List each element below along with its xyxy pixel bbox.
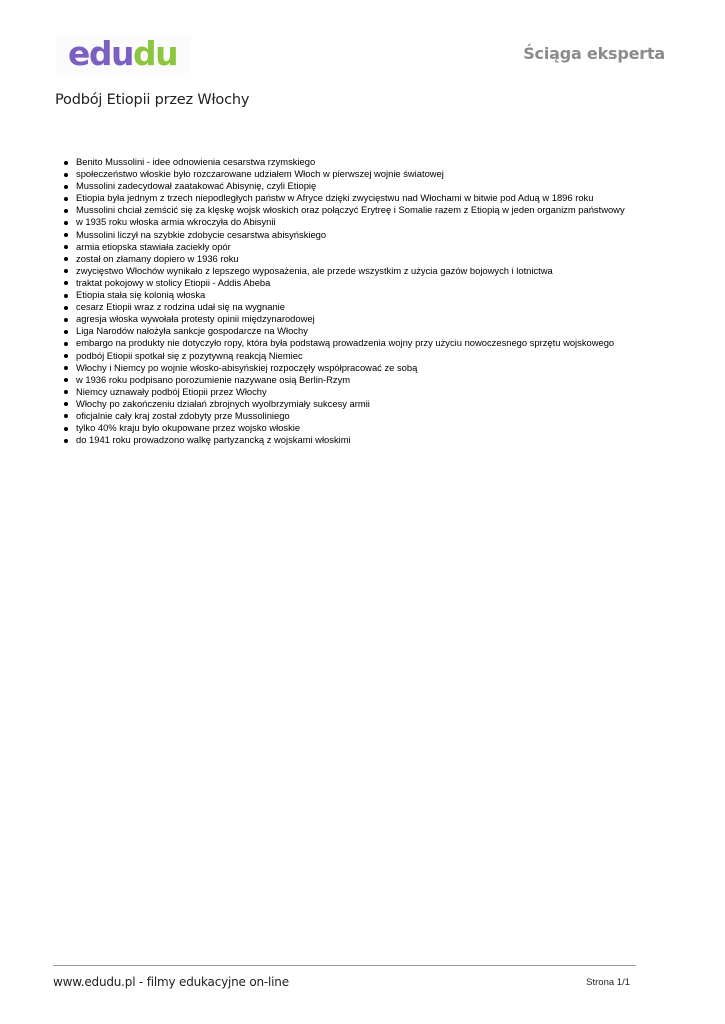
- page-number: Strona 1/1: [586, 977, 630, 988]
- list-item: tylko 40% kraju było okupowane przez wojsko włoskie: [62, 422, 662, 434]
- list-item: Liga Narodów nałożyła sankcje gospodarcze na Włochy: [62, 325, 662, 337]
- list-item: embargo na produkty nie dotyczyło ropy, która była podstawą prowadzenia wojny przy użyciu nowoczesnego sprzętu wojskowego: [62, 337, 662, 349]
- footer-divider: [53, 965, 636, 966]
- list-item: zwycięstwo Włochów wynikało z lepszego wyposażenia, ale przede wszystkim z użycia gazów bojowych i lotnictwa: [62, 265, 662, 277]
- list-item: traktat pokojowy w stolicy Etiopii - Addis Abeba: [62, 277, 662, 289]
- list-item: armia etiopska stawiała zaciekły opór: [62, 241, 662, 253]
- logo-wordmark: [68, 35, 177, 73]
- list-item: Niemcy uznawały podbój Etiopii przez Włochy: [62, 386, 662, 398]
- list-item: oficjalnie cały kraj został zdobyty prze Mussoliniego: [62, 410, 662, 422]
- document-title: Podbój Etiopii przez Włochy: [55, 92, 250, 108]
- list-item: Włochy po zakończeniu działań zbrojnych wyolbrzymiały sukcesy armii: [62, 398, 662, 410]
- list-item: agresja włoska wywołała protesty opinii międzynarodowej: [62, 313, 662, 325]
- list-item: Benito Mussolini - idee odnowienia cesarstwa rzymskiego: [62, 156, 662, 168]
- list-item: Mussolini zadecydował zaatakować Abisynię, czyli Etiopię: [62, 180, 662, 192]
- edudu-logo[interactable]: [56, 35, 191, 73]
- list-item: Włochy i Niemcy po wojnie włosko-abisyńskiej rozpoczęły współpracować ze sobą: [62, 362, 662, 374]
- footer-site-link[interactable]: www.edudu.pl - filmy edukacyjne on-line: [53, 975, 289, 989]
- list-item: został on złamany dopiero w 1936 roku: [62, 253, 662, 265]
- list-item: do 1941 roku prowadzono walkę partyzancką z wojskami włoskimi: [62, 434, 662, 446]
- header-label: Ściąga eksperta: [523, 44, 665, 63]
- logo-text-part1: edu: [68, 34, 133, 73]
- logo-text-part2: du: [133, 34, 178, 73]
- bullet-list: [62, 156, 662, 446]
- list-item: w 1936 roku podpisano porozumienie nazywane osią Berlin-Rzym: [62, 374, 662, 386]
- list-item: Etiopia stała się kolonią włoska: [62, 289, 662, 301]
- list-item: Mussolini liczył na szybkie zdobycie cesarstwa abisyńskiego: [62, 229, 662, 241]
- list-item: Mussolini chciał zemścić się za klęskę wojsk włoskich oraz połączyć Erytreę i Somalie razem z Etiopią w jeden organizm państwowy: [62, 204, 662, 216]
- list-item: społeczeństwo włoskie było rozczarowane udziałem Włoch w pierwszej wojnie światowej: [62, 168, 662, 180]
- list-item: w 1935 roku włoska armia wkroczyła do Abisynii: [62, 216, 662, 228]
- list-item: Etiopia była jednym z trzech niepodległych państw w Afryce dzięki zwycięstwu nad Włochami w bitwie pod Aduą w 1896 roku: [62, 192, 662, 204]
- list-item: podbój Etiopii spotkał się z pozytywną reakcją Niemiec: [62, 350, 662, 362]
- list-item: cesarz Etiopii wraz z rodzina udał się na wygnanie: [62, 301, 662, 313]
